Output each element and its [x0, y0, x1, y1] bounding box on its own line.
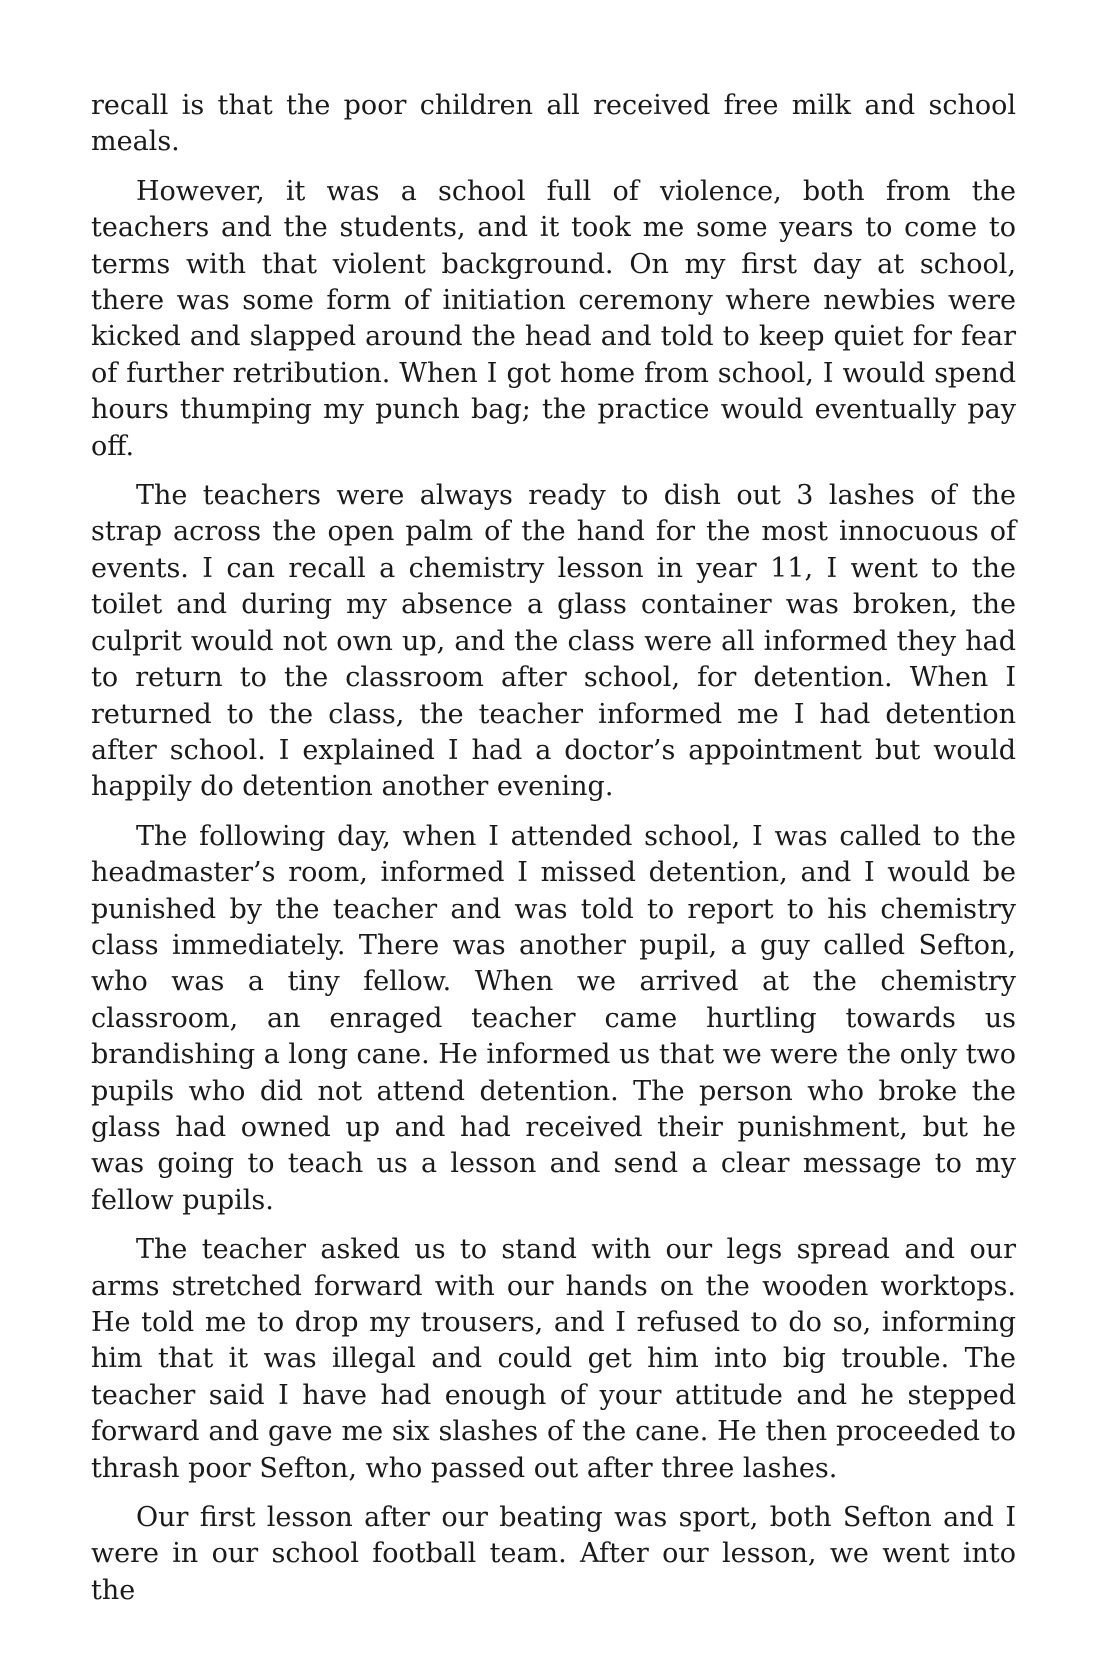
paragraph-4: The following day, when I attended school, I was called to the headmaster’s room, informed I missed detention, and I would be punished by the teacher and was told to report to his chemistry class immediately. There was another pupil, a guy called Sefton, who was a tiny fellow. When we arrived at the chemistry classroom, an enraged teacher came hurtling towards us brandishing a long cane. He informed us that we were the only two pupils who did not attend detention. The person who broke the glass had owned up and had received their punishment, but he was going to teach us a lesson and send a clear message to my fellow pupils.: [91, 820, 1017, 1216]
paragraph-1: recall is that the poor children all received free milk and school meals.: [91, 90, 1016, 158]
paragraph-5: The teacher asked us to stand with our legs spread and our arms stretched forward with our hands on the wooden worktops. He told me to drop my trousers, and I refused to do so, informing him that it was illegal and could get him into big trouble. The teacher said I have had enough of your attitude and he stepped forward and gave me six slashes of the cane. He then proceeded to thrash poor Sefton, who passed out after three lashes.: [91, 1234, 1016, 1484]
paragraph-3: The teachers were always ready to dish out 3 lashes of the strap across the open palm of the hand for the most innocuous of events. I can recall a chemistry lesson in year 11, I went to the toilet and during my absence a glass container was broken, the culprit would not own up, and the class were all informed they had to return to the classroom after school, for detention. When I returned to the class, the teacher informed me I had detention after school. I explained I had a doctor’s appointment but would happily do detention another evening.: [91, 480, 1016, 803]
paragraph-6: Our first lesson after our beating was sport, both Sefton and I were in our school football team. After our lesson, we went into the: [91, 1502, 1016, 1606]
paragraph-2: However, it was a school full of violence, both from the teachers and the students, and it took me some years to come to terms with that violent background. On my first day at school, there was some form of initiation ceremony where newbies were kicked and slapped around the head and told to keep quiet for fear of further retribution. When I got home from school, I would spend hours thumping my punch bag; the practice would eventually pay off.: [91, 175, 1016, 462]
page-body: [91, 88, 1016, 1622]
